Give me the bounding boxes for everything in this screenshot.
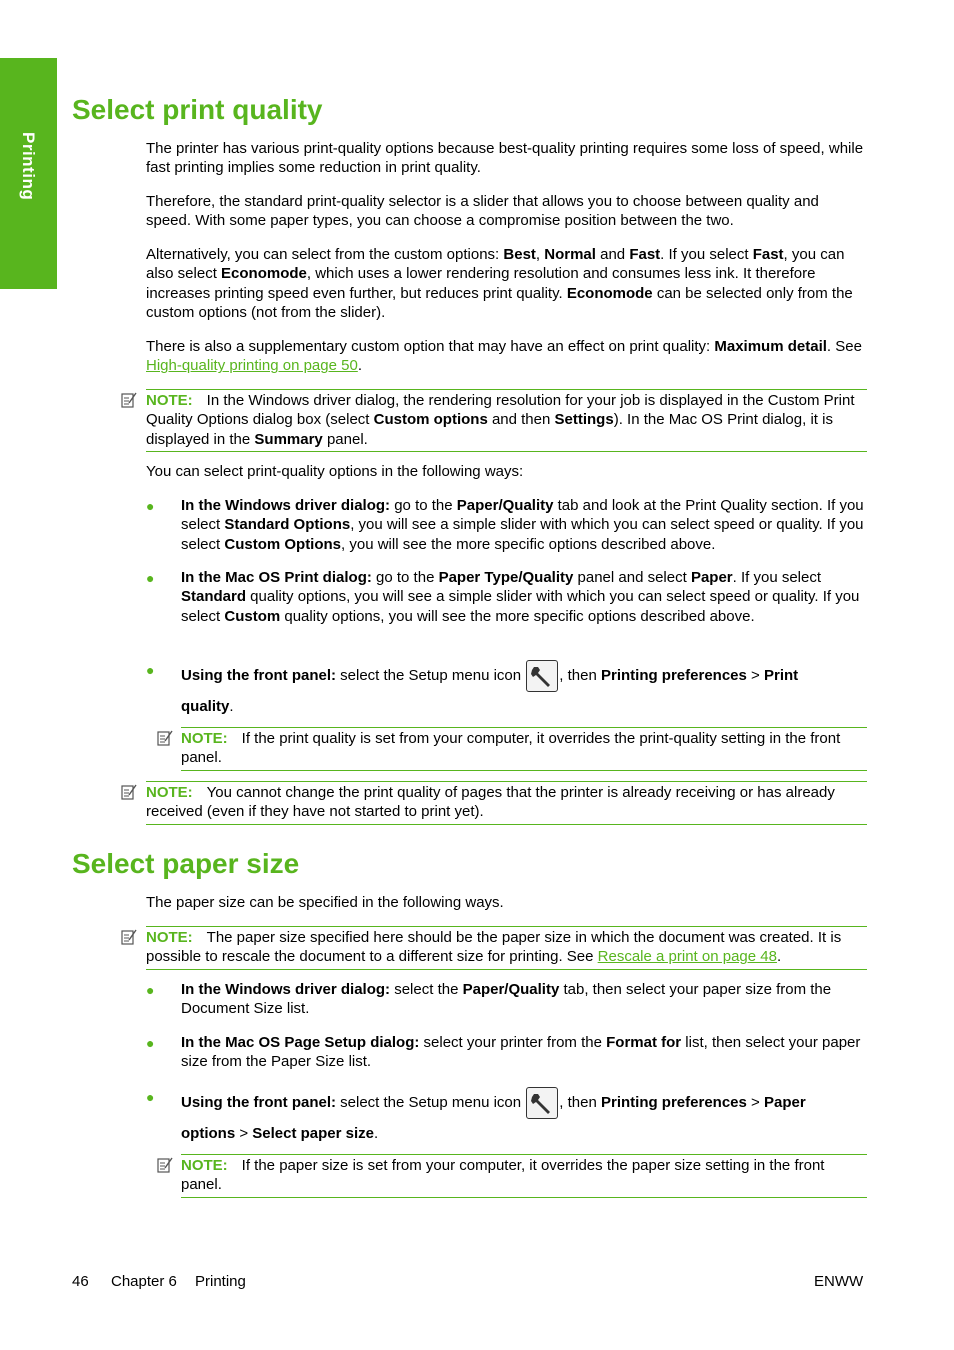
note-pad-icon xyxy=(156,729,174,747)
note-label: NOTE: xyxy=(181,730,228,747)
footer-chapter: Chapter 6 xyxy=(111,1273,177,1290)
paragraph: The printer has various print-quality options because best-quality printing requires some loss of speed, while fast printing implies some reduction in print quality. xyxy=(146,140,864,177)
page-number: 46 xyxy=(72,1273,89,1290)
list-item: In the Windows driver dialog: select the Paper/Quality tab, then select your paper size from the Document Size list. xyxy=(181,981,832,1018)
paragraph: The paper size can be specified in the following ways. xyxy=(146,894,504,911)
list-item: Using the front panel: select the Setup menu icon , then Printing preferences > Print quality. xyxy=(181,660,867,722)
note-box: NOTE: The paper size specified here should be the paper size in which the document was created. It is possible to rescale the document to a different size for printing. See Rescale a print on page 48. xyxy=(146,926,867,970)
list-item: In the Windows driver dialog: go to the Paper/Quality tab and look at the Print Quality section. If you select Standard Options, you will see a simple slider with which you can select speed or quality. If you select Custom Options, you will see the more specific options described above. xyxy=(181,497,864,553)
list-item: In the Mac OS Page Setup dialog: select your printer from the Format for list, then select your paper size from the Paper Size list. xyxy=(181,1034,861,1071)
section-title-paper-size: Select paper size xyxy=(72,848,300,879)
bullet-dot-icon: ● xyxy=(146,498,155,514)
footer-chapter-name: Printing xyxy=(195,1273,246,1290)
note-box: NOTE: In the Windows driver dialog, the rendering resolution for your job is displayed in the Custom Print Quality Options dialog box (select Custom options and then Settings). In the Mac OS Print dialog, it is displayed in the Summary panel. xyxy=(146,389,867,452)
note-label: NOTE: xyxy=(146,784,193,801)
bullet-dot-icon: ● xyxy=(146,570,155,586)
list-item: In the Mac OS Print dialog: go to the Paper Type/Quality panel and select Paper. If you select Standard quality options, you will see a simple slider with which you can select speed or quality. If you select Custom quality options, you will see the more specific options described above. xyxy=(181,569,860,625)
section-title-print-quality: Select print quality xyxy=(72,94,323,125)
note-pad-icon xyxy=(120,928,138,946)
note-pad-icon xyxy=(156,1156,174,1174)
note-box: NOTE: If the print quality is set from your computer, it overrides the print-quality setting in the front panel. xyxy=(181,727,867,771)
note-label: NOTE: xyxy=(146,392,193,409)
wrench-icon xyxy=(526,1087,558,1119)
side-tab-label: Printing xyxy=(19,132,38,201)
note-label: NOTE: xyxy=(181,1157,228,1174)
note-pad-icon xyxy=(120,391,138,409)
footer-locale: ENWW xyxy=(814,1273,864,1290)
paragraph: Therefore, the standard print-quality selector is a slider that allows you to choose between quality and speed. With some paper types, you can choose a compromise position between the two. xyxy=(146,193,819,230)
list-item: Using the front panel: select the Setup menu icon , then Printing preferences > Paper options > Select paper size. xyxy=(181,1087,867,1149)
note-label: NOTE: xyxy=(146,929,193,946)
link-high-quality-printing[interactable]: High-quality printing on page 50 xyxy=(146,357,358,375)
wrench-icon xyxy=(526,660,558,692)
bullet-dot-icon: ● xyxy=(146,982,155,998)
paragraph: There is also a supplementary custom option that may have an effect on print quality: Maximum detail. See High-quality printing on page 50. xyxy=(146,338,862,375)
link-rescale-print[interactable]: Rescale a print on page 48 xyxy=(597,948,777,966)
note-box: NOTE: If the paper size is set from your computer, it overrides the paper size setting in the front panel. xyxy=(181,1154,867,1198)
bullet-dot-icon: ● xyxy=(146,1035,155,1051)
note-box: NOTE: You cannot change the print quality of pages that the printer is already receiving or has already received (even if they have not started to print yet). xyxy=(146,781,867,825)
note-pad-icon xyxy=(120,783,138,801)
chapter-side-tab xyxy=(0,58,57,289)
paragraph: You can select print-quality options in the following ways: xyxy=(146,463,524,480)
paragraph: Alternatively, you can select from the custom options: Best, Normal and Fast. If you select Fast, you can also select Economode, which uses a lower rendering resolution and consumes less ink. It therefore increases printing speed even further, but reduces print quality. Economode can be selected only from the custom options (not from the slider). xyxy=(146,246,853,322)
bullet-dot-icon: ● xyxy=(146,1089,155,1105)
bullet-dot-icon: ● xyxy=(146,662,155,678)
